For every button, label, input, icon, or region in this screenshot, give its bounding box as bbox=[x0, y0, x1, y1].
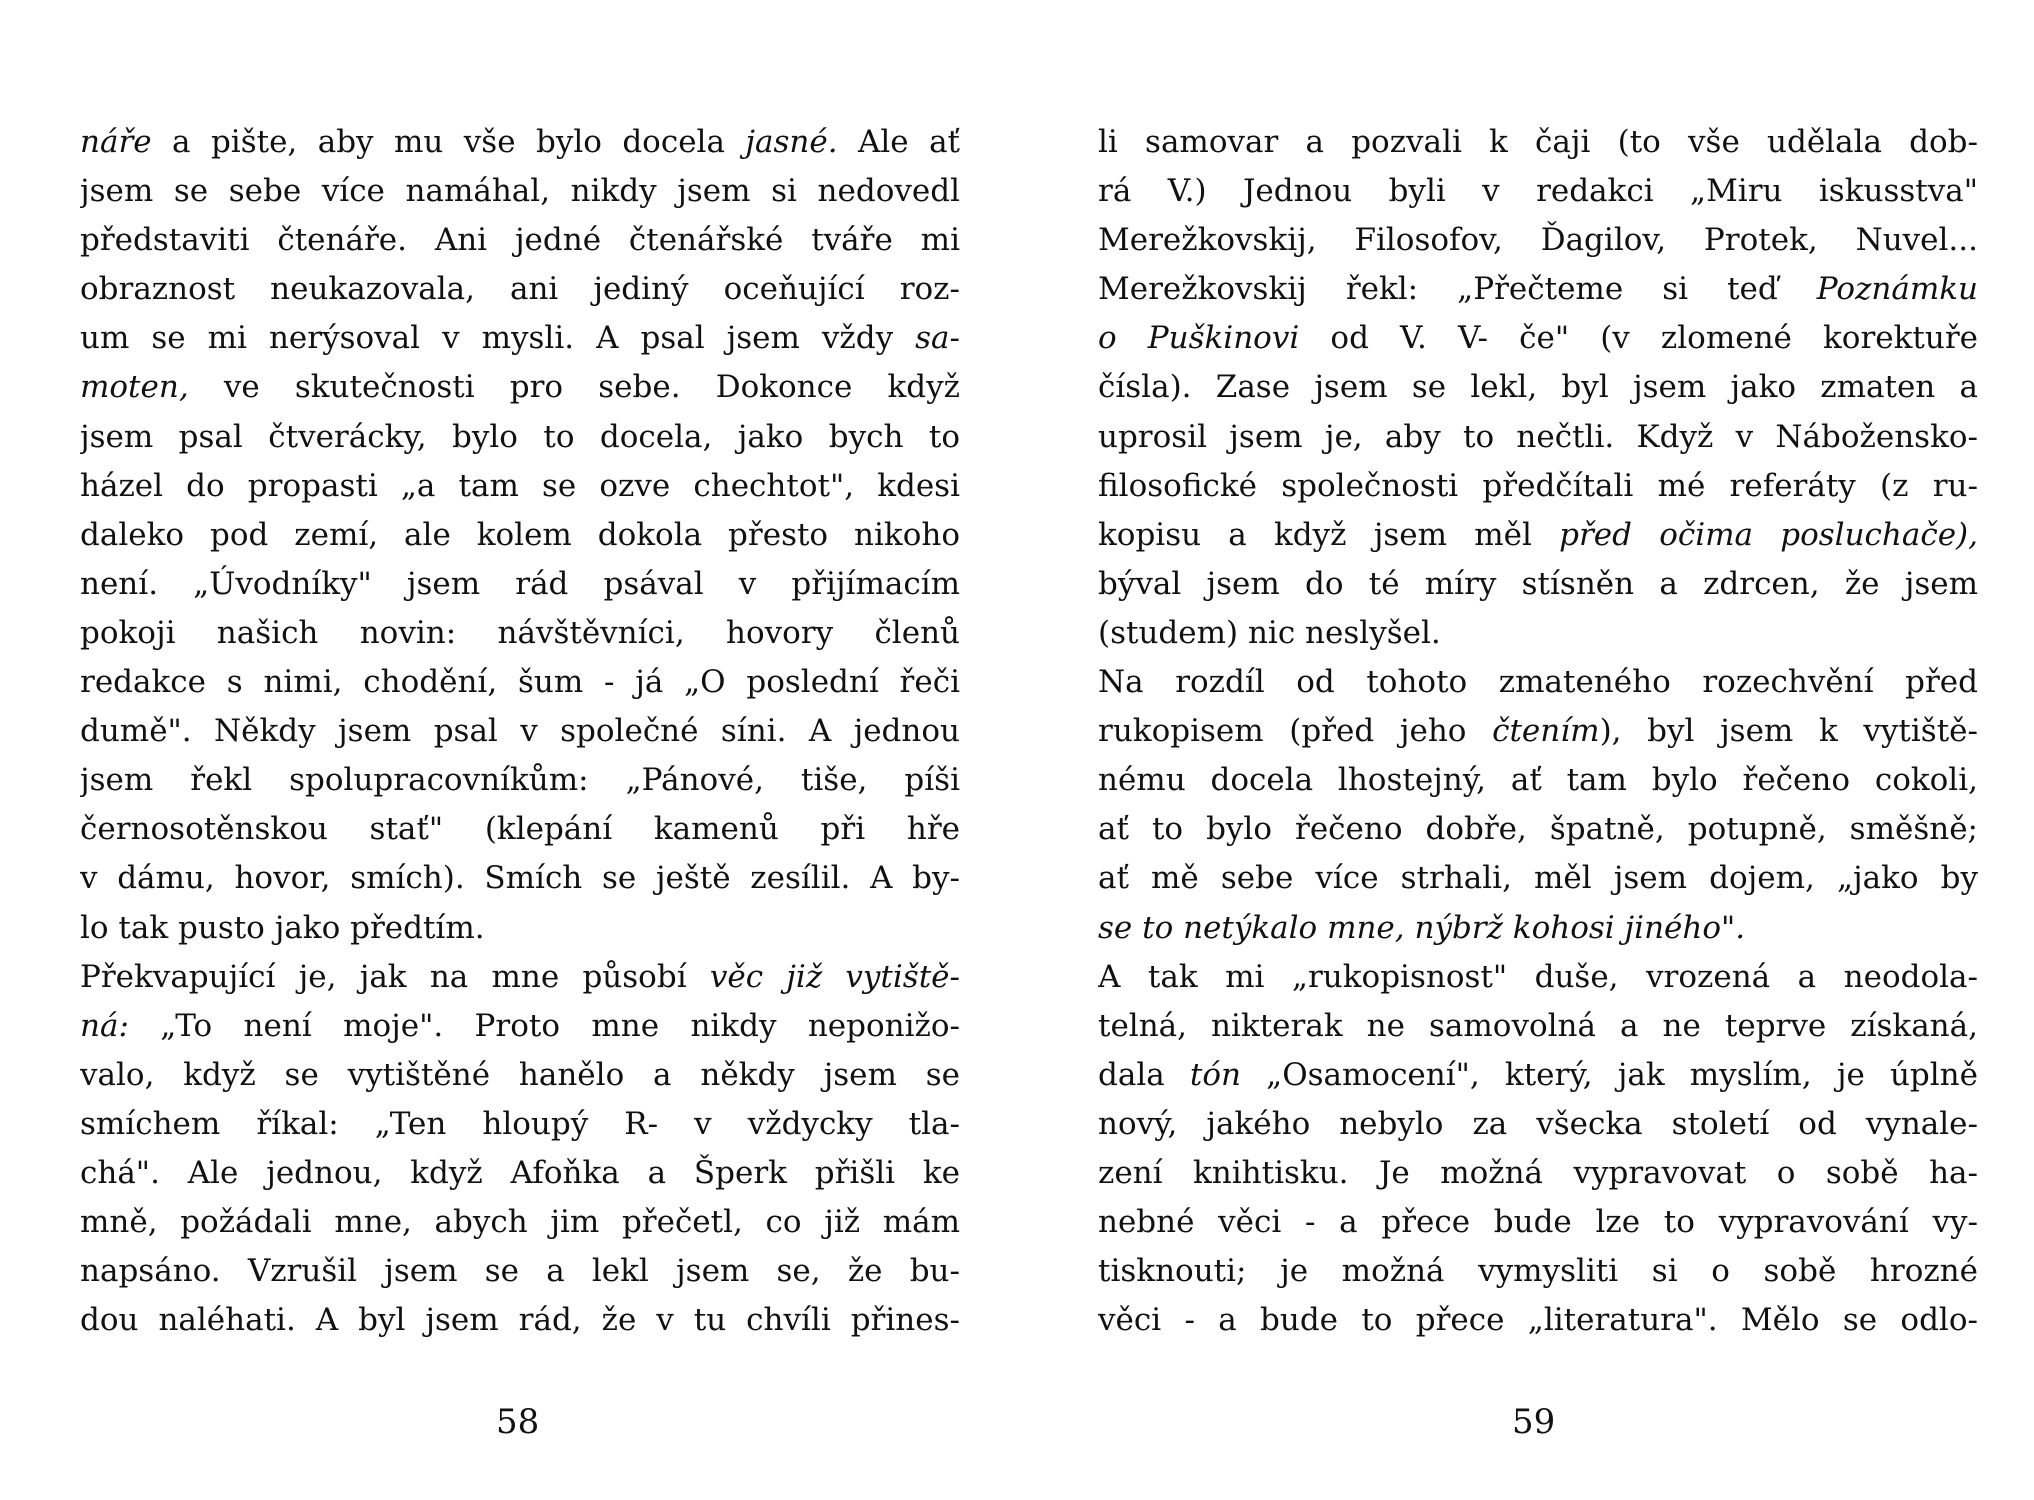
right-page-text bbox=[1098, 118, 1978, 1345]
text-line bbox=[80, 756, 960, 805]
text-line bbox=[1098, 1296, 1978, 1345]
text-line bbox=[80, 904, 960, 953]
text-span: filosofické společnosti předčítali mé referáty (z ru- bbox=[1098, 467, 1978, 504]
italic-span: náře bbox=[80, 124, 152, 160]
italic-span: ná: bbox=[80, 1007, 129, 1044]
text-line bbox=[1098, 1100, 1978, 1149]
text-span: věci - a bude to přece „literatura". Mělo se odlo- bbox=[1098, 1302, 1978, 1339]
text-span: nebné věci - a přece bude lze to vypravování vy- bbox=[1098, 1204, 1978, 1241]
text-span: smíchem říkal: „Ten hloupý R- v vždycky tla- bbox=[80, 1105, 960, 1142]
text-span: černosotěnskou stať" (klepání kamenů při hře bbox=[80, 811, 960, 848]
text-line bbox=[80, 1247, 960, 1296]
text-line bbox=[80, 953, 960, 1002]
text-line bbox=[1098, 511, 1978, 560]
text-span: ve skutečnosti pro sebe. Dokonce když bbox=[188, 369, 960, 406]
text-line bbox=[80, 462, 960, 511]
text-line bbox=[80, 1149, 960, 1198]
text-span: jsem řekl spolupracovníkům: „Pánové, tiše, píši bbox=[80, 762, 960, 799]
text-line bbox=[80, 609, 960, 658]
text-line bbox=[1098, 118, 1978, 167]
text-span: Merežkovskij řekl: „Přečteme si teď bbox=[1098, 271, 1817, 308]
text-span: daleko pod zemí, ale kolem dokola přesto nikoho bbox=[80, 516, 960, 553]
text-span: představiti čtenáře. Ani jedné čtenářské tváře mi bbox=[80, 222, 960, 259]
italic-span: se to netýkalo mne, nýbrž kohosi jiného". bbox=[1098, 909, 1746, 946]
text-line bbox=[80, 413, 960, 462]
text-line bbox=[80, 1198, 960, 1247]
text-span: a pište, aby mu vše bylo docela bbox=[151, 124, 746, 160]
text-span: čísla). Zase jsem se lekl, byl jsem jako zmaten a bbox=[1098, 369, 1978, 406]
text-span: jsem psal čtverácky, bylo to docela, jako bych to bbox=[80, 418, 960, 455]
text-span: kopisu a když jsem měl bbox=[1098, 516, 1560, 553]
text-line bbox=[80, 1051, 960, 1100]
text-span: ), byl jsem k vytiště- bbox=[1599, 713, 1978, 750]
text-line bbox=[1098, 707, 1978, 756]
text-span: v dámu, hovor, smích). Smích se ještě zesílil. A by- bbox=[80, 860, 960, 897]
text-line bbox=[80, 1296, 960, 1345]
text-span: „Osamocení", který, jak myslím, je úplně bbox=[1240, 1056, 1978, 1093]
text-span: ať to bylo řečeno dobře, špatně, potupně, směšně; bbox=[1098, 811, 1978, 848]
text-span: býval jsem do té míry stísněn a zdrcen, že jsem bbox=[1098, 565, 1978, 602]
text-span: jsem se sebe více namáhal, nikdy jsem si nedovedl bbox=[80, 173, 960, 210]
text-line bbox=[1098, 1051, 1978, 1100]
text-span: li samovar a pozvali k čaji (to vše udělala dob- bbox=[1098, 124, 1978, 160]
text-span: pokoji našich novin: návštěvníci, hovory členů bbox=[80, 614, 960, 651]
text-line bbox=[80, 1100, 960, 1149]
text-span: tisknouti; je možná vymysliti si o sobě hrozné bbox=[1098, 1253, 1978, 1290]
right-page-number: 59 bbox=[1512, 1402, 1556, 1442]
text-line bbox=[80, 511, 960, 560]
text-span: Překvapující je, jak na mne působí bbox=[80, 958, 710, 995]
text-line bbox=[1098, 314, 1978, 363]
text-line bbox=[80, 560, 960, 609]
text-line bbox=[1098, 1002, 1978, 1051]
text-span: od V. V- če" (v zlomené korektuře bbox=[1299, 320, 1978, 357]
text-span: Na rozdíl od tohoto zmateného rozechvění před bbox=[1098, 664, 1978, 701]
left-page-text bbox=[80, 118, 960, 1345]
italic-span: moten, bbox=[80, 369, 189, 406]
text-span: dala bbox=[1098, 1056, 1190, 1093]
text-span: dou naléhati. A byl jsem rád, že v tu chvíli přines- bbox=[80, 1302, 960, 1339]
text-span: telná, nikterak ne samovolná a ne teprve získaná, bbox=[1098, 1007, 1978, 1044]
text-line bbox=[1098, 462, 1978, 511]
italic-span: věc již vytiště- bbox=[709, 958, 960, 995]
text-line bbox=[1098, 953, 1978, 1002]
italic-span: tón bbox=[1189, 1056, 1241, 1093]
text-span: napsáno. Vzrušil jsem se a lekl jsem se, že bu- bbox=[80, 1253, 960, 1290]
text-span: Ale ať bbox=[837, 124, 960, 160]
text-line bbox=[1098, 363, 1978, 412]
italic-span: sa- bbox=[915, 320, 960, 357]
text-line bbox=[1098, 216, 1978, 265]
text-line bbox=[80, 118, 960, 167]
text-line bbox=[1098, 560, 1978, 609]
text-span: chá". Ale jednou, když Afoňka a Šperk přišli ke bbox=[80, 1154, 960, 1191]
italic-span: čtením bbox=[1492, 713, 1600, 750]
text-line bbox=[80, 167, 960, 216]
text-span: Merežkovskij, Filosofov, Ďagilov, Protek, Nuvel... bbox=[1098, 222, 1978, 259]
text-span: A tak mi „rukopisnost" duše, vrozená a neodola- bbox=[1098, 958, 1978, 995]
text-line bbox=[1098, 1149, 1978, 1198]
text-span: není. „Úvodníky" jsem rád psával v přijímacím bbox=[80, 565, 960, 602]
text-line bbox=[1098, 1198, 1978, 1247]
text-line bbox=[1098, 167, 1978, 216]
text-line bbox=[1098, 413, 1978, 462]
text-span: (studem) nic neslyšel. bbox=[1098, 614, 1441, 651]
text-line bbox=[80, 1002, 960, 1051]
text-span: valo, když se vytištěné hanělo a někdy jsem se bbox=[80, 1056, 960, 1093]
text-line bbox=[1098, 904, 1978, 953]
text-span: obraznost neukazovala, ani jediný oceňující roz- bbox=[80, 271, 960, 308]
text-line bbox=[80, 265, 960, 314]
text-line bbox=[80, 805, 960, 854]
text-line bbox=[1098, 854, 1978, 903]
left-page-number: 58 bbox=[496, 1402, 540, 1442]
text-span: nému docela lhostejný, ať tam bylo řečeno cokoli, bbox=[1098, 762, 1978, 799]
text-span: házel do propasti „a tam se ozve chechtot", kdesi bbox=[80, 467, 960, 504]
text-line bbox=[1098, 756, 1978, 805]
text-span: rá V.) Jednou byli v redakci „Miru iskusstva" bbox=[1098, 173, 1978, 210]
italic-span: jasné. bbox=[745, 124, 838, 160]
text-line bbox=[80, 658, 960, 707]
text-line bbox=[1098, 265, 1978, 314]
text-line bbox=[1098, 805, 1978, 854]
text-span: ať mě sebe více strhali, měl jsem dojem, „jako by bbox=[1098, 860, 1978, 897]
text-span: um se mi nerýsoval v mysli. A psal jsem vždy bbox=[80, 320, 916, 357]
italic-span: před očima posluchače), bbox=[1559, 516, 1978, 553]
text-span: „To není moje". Proto mne nikdy neponižo- bbox=[128, 1007, 960, 1044]
text-line bbox=[1098, 658, 1978, 707]
text-line bbox=[80, 707, 960, 756]
text-span: lo tak pusto jako předtím. bbox=[80, 909, 485, 946]
text-span: mně, požádali mne, abych jim přečetl, co již mám bbox=[80, 1204, 960, 1241]
text-line bbox=[1098, 1247, 1978, 1296]
text-line bbox=[80, 854, 960, 903]
text-line bbox=[80, 216, 960, 265]
text-span: rukopisem (před jeho bbox=[1098, 713, 1493, 750]
text-span: uprosil jsem je, aby to nečtli. Když v Nábožensko- bbox=[1098, 418, 1978, 455]
text-line bbox=[80, 363, 960, 412]
italic-span: Poznámku bbox=[1816, 271, 1978, 308]
text-span: nový, jakého nebylo za všecka století od vynale- bbox=[1098, 1105, 1978, 1142]
italic-span: o Puškinovi bbox=[1098, 320, 1300, 357]
text-line bbox=[1098, 609, 1978, 658]
text-span: dumě". Někdy jsem psal v společné síni. A jednou bbox=[80, 713, 960, 750]
text-span: redakce s nimi, chodění, šum - já „O poslední řeči bbox=[80, 664, 960, 701]
text-span: zení knihtisku. Je možná vypravovat o sobě ha- bbox=[1098, 1154, 1978, 1191]
text-line bbox=[80, 314, 960, 363]
